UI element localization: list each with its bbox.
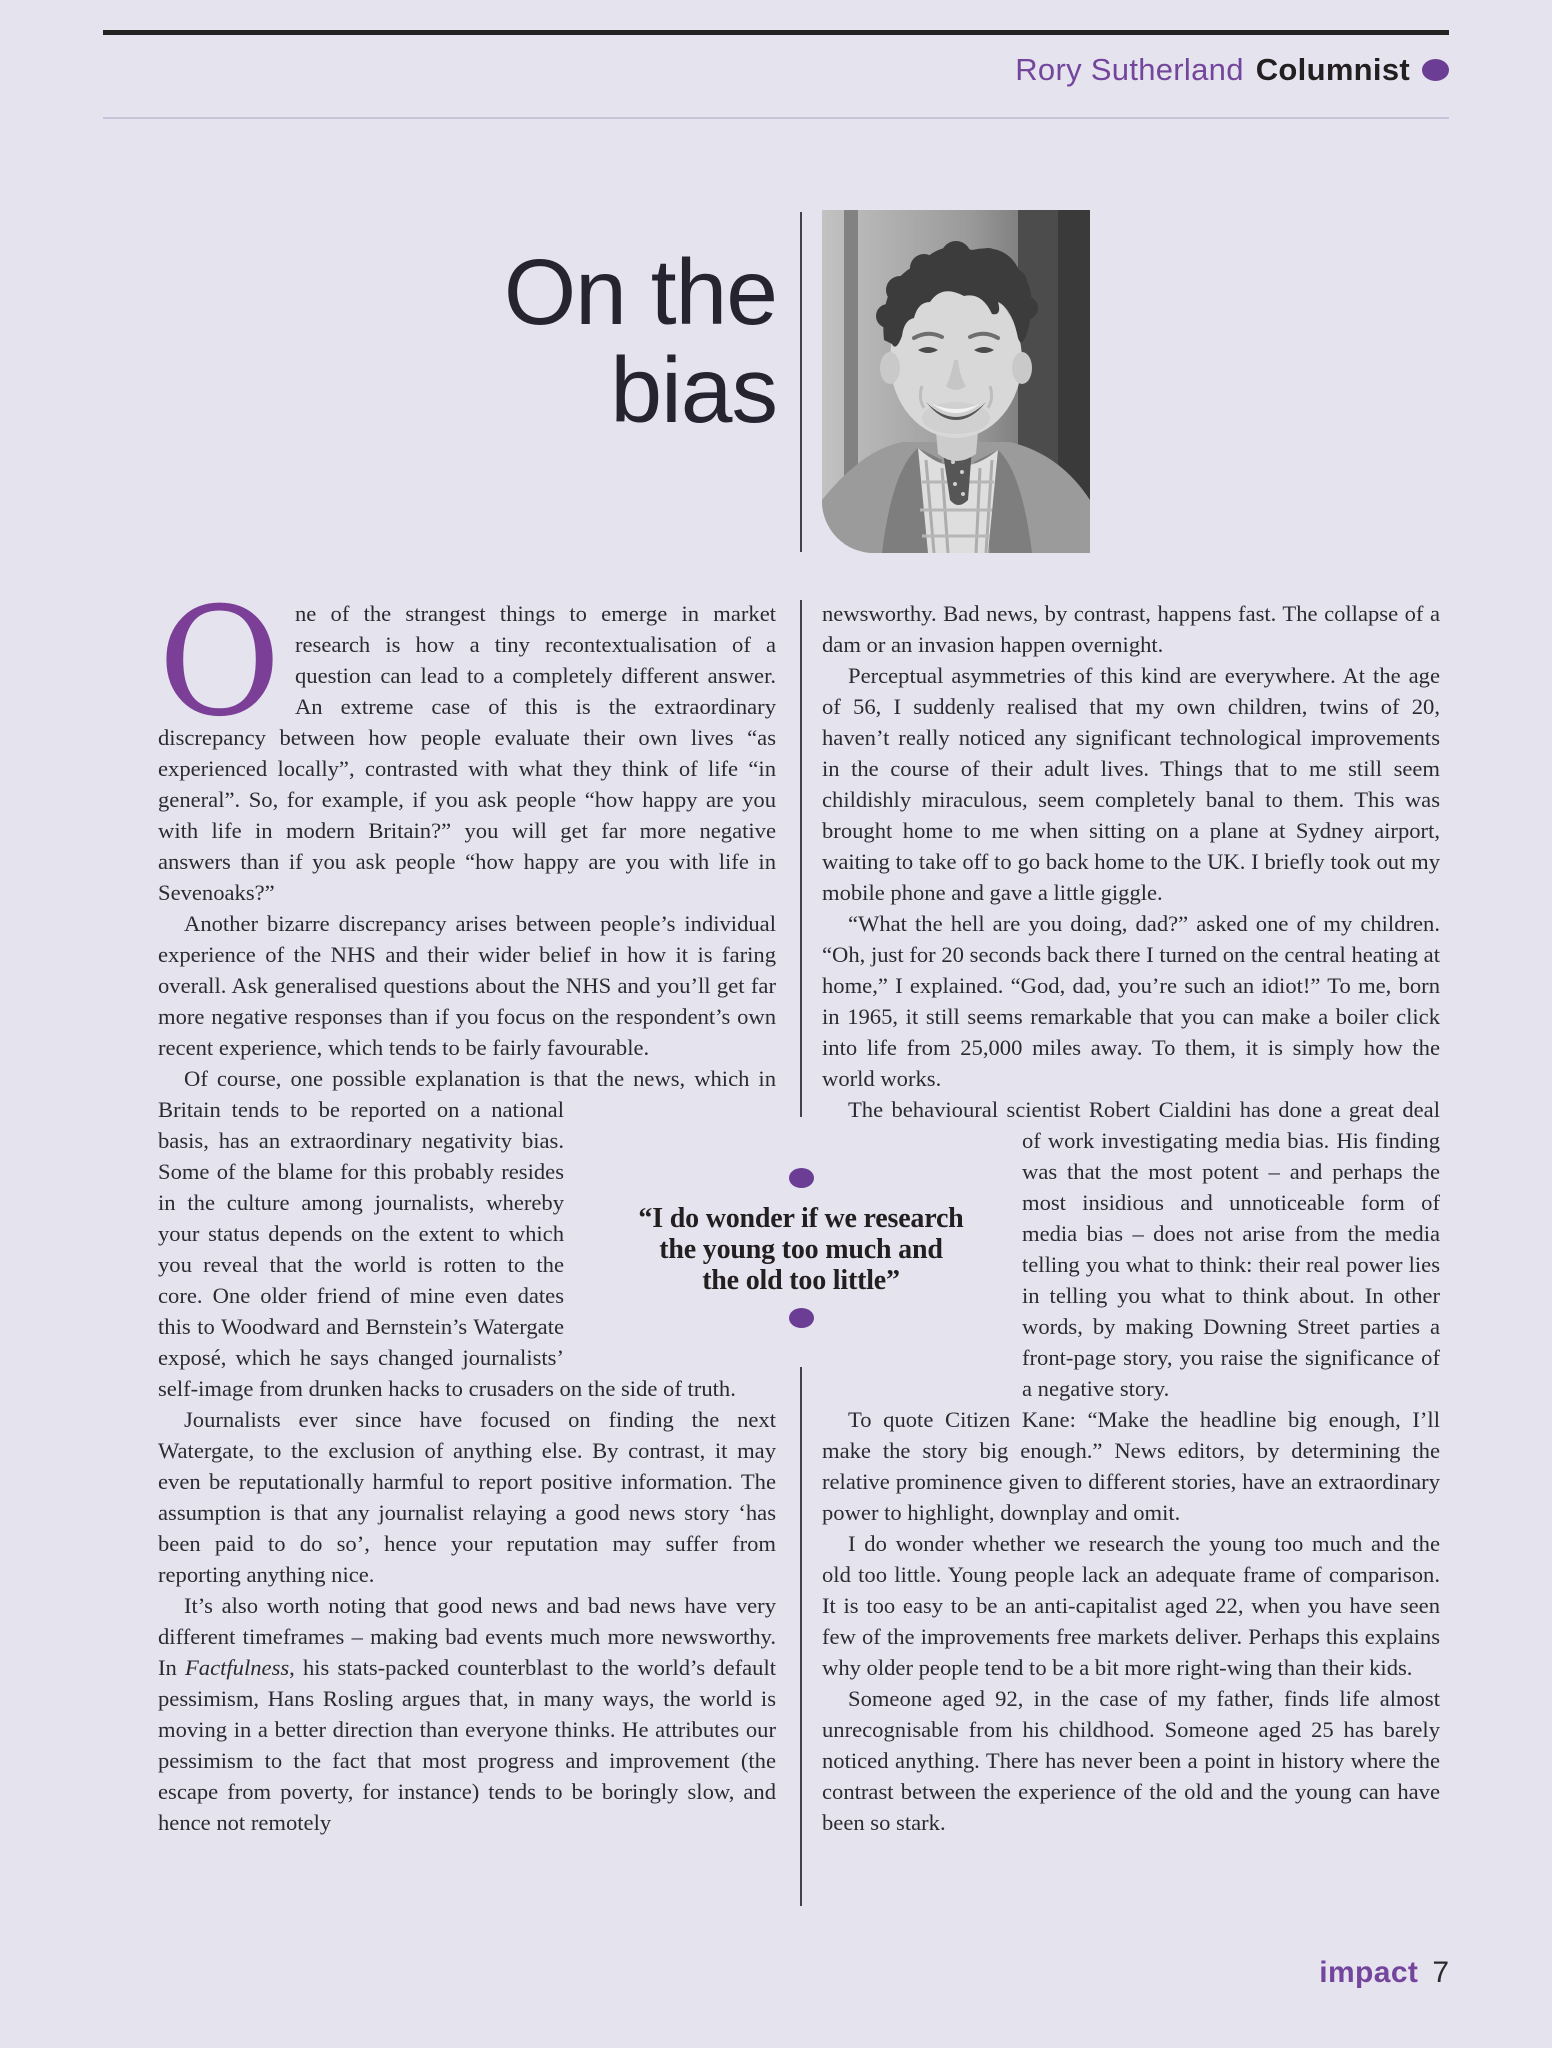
- article-paragraph: [822, 1683, 1440, 1838]
- body-text: , his stats-packed counterblast to the world’s default pessimism, Hans Rosling argues that, in many ways, the world is moving in a better direction than everyone thinks. He attributes our pessimism to the fact that most progress and improvement (the escape from poverty, for instance) tends to be boringly slow, and hence not remotely: [158, 1655, 776, 1835]
- author-name: Rory Sutherland: [1015, 52, 1244, 87]
- body-text: of work investigating media bias. His finding was that the most potent – and perhaps the most insidious and unnoticeable form of media bias – does not arise from the media telling you what to think: their real power lies in telling you what to think about. In other words, by making Downing Street parties a front-page story, you raise the significance of a negative story.: [1022, 1128, 1440, 1401]
- author-photo: [822, 210, 1090, 553]
- header-underline-rule: [103, 117, 1449, 119]
- pull-quote-line-2: the young too much and: [659, 1234, 943, 1265]
- body-text: The behavioural scientist Robert Cialdini has done a great deal: [848, 1097, 1440, 1122]
- body-text: Someone aged 92, in the case of my father, finds life almost unrecognisable from his childhood. Someone aged 25 has barely noticed anything. There has never been a point in history where the contrast between the experience of the old and the young can have been so stark.: [822, 1686, 1440, 1835]
- body-text: Britain tends to be reported on a national basis, has an extraordinary negativity bias. Some of the blame for this probably resides in the culture among journalists, whereby your status depends on the extent to which you reveal that the world is rotten to the core. One older friend of mine even dates this to Woodward and Bernstein’s Watergate exposé, which he says changed journalists’ self-image from drunken hacks to crusaders on the side of truth.: [158, 1097, 736, 1401]
- article-paragraph: [158, 1590, 776, 1838]
- article-paragraph: [822, 660, 1440, 908]
- author-role: Columnist: [1255, 52, 1410, 87]
- body-text: I do wonder whether we research the young too much and the old too little. Young people lack an adequate frame of comparison. It is too easy to be an anti-capitalist aged 22, when you have seen few of the improvements free markets deliver. Perhaps this explains why older people tend to be a bit more right-wing than their kids.: [822, 1531, 1440, 1680]
- body-text: “What the hell are you doing, dad?” asked one of my children. “Oh, just for 20 seconds back there I turned on the central heating at home,” I explained. “God, dad, you’re such an idiot!” To me, born in 1965, it still seems remarkable that you can make a boiler click into life from 25,000 miles away. To them, it is simply how the world works.: [822, 911, 1440, 1091]
- body-text: It’s also worth noting that good news and bad news have very different timeframes – making bad events much more newsworthy. In: [158, 1593, 776, 1680]
- book-title-italic: Factfulness: [184, 1655, 290, 1680]
- page-number: 7: [1432, 1956, 1449, 1989]
- article-paragraph: [822, 598, 1440, 660]
- pull-quote-bottom-dot-icon: [789, 1308, 814, 1328]
- pull-quote: [601, 1168, 1001, 1333]
- article-paragraph: [822, 908, 1440, 1094]
- body-text: Another bizarre discrepancy arises between people’s individual experience of the NHS and their wider belief in how it is faring overall. Ask generalised questions about the NHS and you’ll get far more negative responses than if you focus on the respondent’s own recent experience, which tends to be fairly favourable.: [158, 911, 776, 1060]
- body-text: ne of the strangest things to emerge in market research is how a tiny recontextualisation of a question can lead to a completely different answer. An extreme case of this is the extraordinary discrepancy between how people evaluate their own lives “as experienced locally”, contrasted with what they think of life “in general”. So, for example, if you ask people “how happy are you with life in modern Britain?” you will get far more negative answers than if you ask people “how happy are you with life in Sevenoaks?”: [158, 601, 776, 905]
- body-text: To quote Citizen Kane: “Make the headline big enough, I’ll make the story big enough.” News editors, by determining the relative prominence given to different stories, have an extraordinary power to highlight, downplay and omit.: [822, 1407, 1440, 1525]
- drop-cap-letter: O: [158, 576, 281, 750]
- article-paragraph: [158, 1404, 776, 1590]
- title-line-1: On the: [503, 240, 777, 344]
- body-text: Perceptual asymmetries of this kind are everywhere. At the age of 56, I suddenly realised that my own children, twins of 20, haven’t really noticed any significant technological improvements in the course of their adult lives. Things that to me still seem childishly miraculous, seem completely banal to them. This was brought home to me when sitting on a plane at Sydney airport, waiting to take off to go back home to the UK. I briefly took out my mobile phone and gave a little giggle.: [822, 663, 1440, 905]
- pull-quote-line-1: “I do wonder if we research: [638, 1203, 964, 1234]
- column-divider-top: [800, 600, 802, 1117]
- body-text: Journalists ever since have focused on finding the next Watergate, to the exclusion of anything else. By contrast, it may even be reputationally harmful to report positive information. The assumption is that any journalist relaying a good news story ‘has been paid to do so’, hence your reputation may suffer from reporting anything nice.: [158, 1407, 776, 1587]
- body-text: Of course, one possible explanation is that the news, which in: [184, 1066, 776, 1091]
- pull-quote-top-dot-icon: [789, 1168, 814, 1188]
- column-divider-bottom: [800, 1367, 802, 1906]
- top-rule: [103, 30, 1449, 35]
- body-text: newsworthy. Bad news, by contrast, happens fast. The collapse of a dam or an invasion happen overnight.: [822, 601, 1440, 657]
- page-footer: [1319, 1956, 1449, 1990]
- article-paragraph: [158, 576, 776, 908]
- article-paragraph: [822, 1404, 1440, 1528]
- columnist-dot-icon: [1422, 59, 1449, 81]
- pull-quote-text: [601, 1203, 1001, 1296]
- portrait-illustration: [822, 210, 1090, 553]
- magazine-name: impact: [1319, 1956, 1419, 1989]
- page-header: [1015, 52, 1449, 88]
- article-title: [503, 240, 777, 442]
- title-photo-divider: [800, 212, 802, 552]
- title-line-2: bias: [610, 338, 777, 442]
- article-paragraph: [158, 908, 776, 1063]
- article-paragraph: [822, 1528, 1440, 1683]
- pull-quote-line-3: the old too little”: [702, 1265, 900, 1296]
